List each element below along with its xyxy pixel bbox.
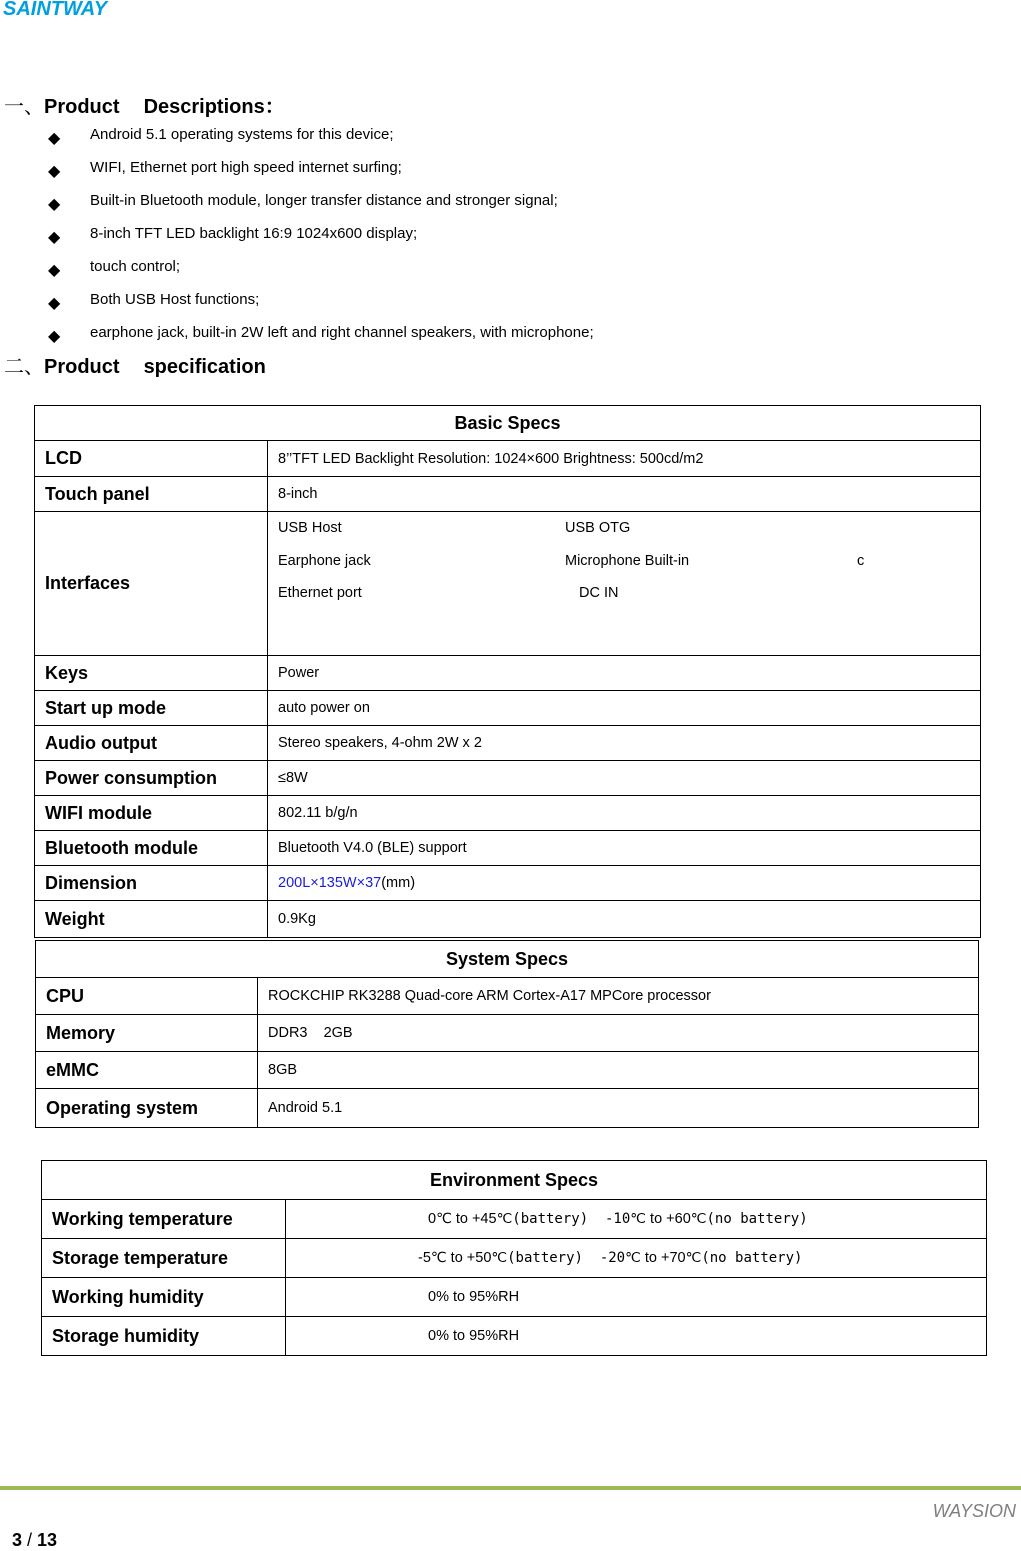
heading-word: specification: [143, 356, 266, 378]
brand-logo: SAINTWAY: [3, 0, 108, 20]
interface-c: c: [857, 552, 865, 569]
row-label: Keys: [35, 656, 268, 691]
row-label: Storage temperature: [42, 1239, 286, 1278]
table-row: [35, 512, 981, 656]
section-heading-specification: [4, 350, 266, 379]
black-diamond-icon: ◆: [48, 194, 61, 213]
environment-specs-table: [41, 1160, 987, 1356]
list-item: [48, 320, 594, 353]
table-row: [36, 1015, 979, 1052]
list-item: [48, 254, 594, 287]
row-value: Power: [268, 656, 981, 691]
table-title: Environment Specs: [42, 1161, 987, 1200]
row-value: Bluetooth V4.0 (BLE) support: [268, 831, 981, 866]
row-label: Dimension: [35, 866, 268, 901]
heading-word: Descriptions：: [143, 96, 285, 118]
black-diamond-icon: ◆: [48, 161, 61, 180]
list-item: [48, 188, 594, 221]
table-row: [35, 901, 981, 938]
row-label: Operating system: [36, 1089, 258, 1128]
dimension-value: 200L×135W×37: [278, 875, 382, 891]
row-value: 8’’TFT LED Backlight Resolution: 1024×600 Brightness: 500cd/m2: [268, 441, 981, 477]
table-row: [35, 866, 981, 901]
row-value: ROCKCHIP RK3288 Quad-core ARM Cortex-A17 MPCore processor: [258, 978, 979, 1015]
interface-dc-in: DC IN: [579, 585, 619, 601]
row-value: 0% to 95%RH: [286, 1278, 987, 1317]
row-label: Weight: [35, 901, 268, 938]
row-label: Interfaces: [35, 512, 268, 656]
table-row: [35, 477, 981, 512]
row-label: CPU: [36, 978, 258, 1015]
list-item-text: touch control;: [90, 258, 181, 275]
row-value: auto power on: [268, 691, 981, 726]
row-label: Bluetooth module: [35, 831, 268, 866]
interface-microphone: Microphone Built-in: [565, 552, 690, 569]
table-row: [42, 1278, 987, 1317]
row-value: DDR3 2GB: [258, 1015, 979, 1052]
dimension-unit: (mm): [381, 875, 416, 891]
black-diamond-icon: ◆: [48, 227, 61, 246]
list-item-text: Both USB Host functions;: [90, 291, 260, 308]
list-item: [48, 155, 594, 188]
page-number: 3 / 13: [12, 1530, 58, 1550]
row-value: 802.11 b/g/n: [268, 796, 981, 831]
row-value: Android 5.1: [258, 1089, 979, 1128]
table-row: [35, 761, 981, 796]
interface-ethernet: Ethernet port: [278, 585, 362, 601]
table-row: [35, 831, 981, 866]
row-label: WIFI module: [35, 796, 268, 831]
table-row: [35, 656, 981, 691]
black-diamond-icon: ◆: [48, 326, 61, 345]
table-row: [35, 441, 981, 477]
list-item-text: Android 5.1 operating systems for this device;: [90, 126, 394, 143]
heading-word: Product: [44, 356, 120, 378]
table-row: [36, 978, 979, 1015]
table-row: [35, 796, 981, 831]
row-value: 0.9Kg: [268, 901, 981, 938]
row-label: Audio output: [35, 726, 268, 761]
row-value: 8-inch: [268, 477, 981, 512]
table-row: [35, 726, 981, 761]
black-diamond-icon: ◆: [48, 260, 61, 279]
interface-earphone: Earphone jack: [278, 552, 371, 569]
row-value: 0% to 95%RH: [286, 1317, 987, 1356]
row-value: 8GB: [258, 1052, 979, 1089]
row-value: ≤8W: [268, 761, 981, 796]
description-list: [48, 122, 594, 353]
list-item-text: Built-in Bluetooth module, longer transfer distance and stronger signal;: [90, 192, 558, 209]
list-item: [48, 287, 594, 320]
section-heading-descriptions: [4, 90, 285, 119]
list-item: [48, 221, 594, 254]
row-label: Touch panel: [35, 477, 268, 512]
footer-company: WAYSION: [932, 1501, 1016, 1521]
list-item: [48, 122, 594, 155]
black-diamond-icon: ◆: [48, 293, 61, 312]
list-item-text: 8-inch TFT LED backlight 16:9 1024x600 display;: [90, 225, 418, 242]
system-specs-table: [35, 940, 979, 1128]
row-value: -5℃ to +50℃(battery) -20℃ to +70℃(no battery): [286, 1239, 987, 1278]
footer-rule: [0, 1486, 1021, 1490]
row-label: Working humidity: [42, 1278, 286, 1317]
basic-specs-table: [34, 405, 981, 938]
table-row: [35, 691, 981, 726]
row-label: Storage humidity: [42, 1317, 286, 1356]
table-row: [36, 1089, 979, 1128]
row-value: 0℃ to +45℃(battery) -10℃ to +60℃(no battery): [286, 1200, 987, 1239]
interfaces-value: [268, 512, 981, 656]
row-value: [268, 866, 981, 901]
row-label: Memory: [36, 1015, 258, 1052]
table-title: Basic Specs: [35, 406, 981, 441]
table-row: [42, 1239, 987, 1278]
row-label: Power consumption: [35, 761, 268, 796]
row-label: Working temperature: [42, 1200, 286, 1239]
table-row: [42, 1200, 987, 1239]
table-row: [42, 1317, 987, 1356]
table-title: System Specs: [36, 941, 979, 978]
row-label: LCD: [35, 441, 268, 477]
row-label: eMMC: [36, 1052, 258, 1089]
interface-usb-host: USB Host: [278, 520, 342, 536]
table-row: [36, 1052, 979, 1089]
row-label: Start up mode: [35, 691, 268, 726]
list-item-text: earphone jack, built-in 2W left and right channel speakers, with microphone;: [90, 324, 594, 341]
row-value: Stereo speakers, 4-ohm 2W x 2: [268, 726, 981, 761]
heading-word: Product: [44, 96, 120, 118]
section-number: 一、: [4, 94, 44, 118]
section-number: 二、: [4, 354, 44, 378]
black-diamond-icon: ◆: [48, 128, 61, 147]
list-item-text: WIFI, Ethernet port high speed internet surfing;: [90, 159, 402, 176]
interface-usb-otg: USB OTG: [565, 520, 631, 536]
